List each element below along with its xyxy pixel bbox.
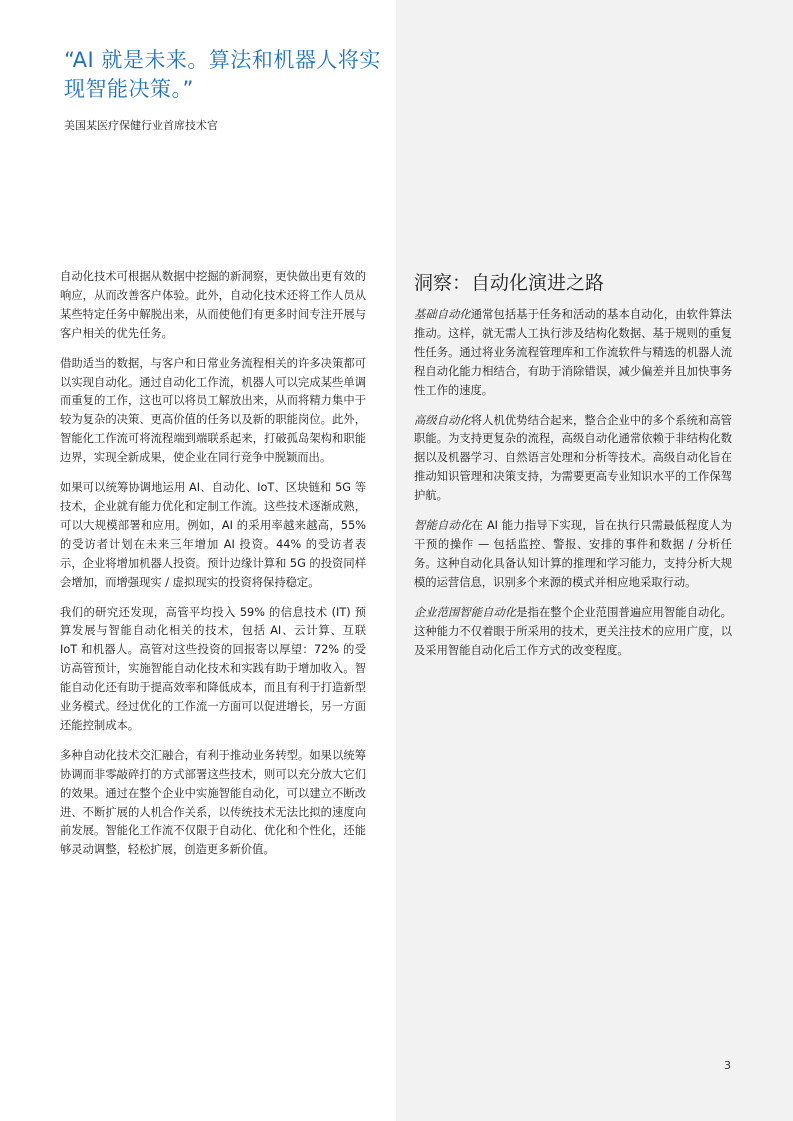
insight-text: 是指在整个企业范围普遍应用智能自动化。这种能力不仅着眼于所采用的技术，更关注技术的应用广度，以及采用智能自动化后工作方式的改变程度。 <box>414 605 732 657</box>
insight-term: 企业范围智能自动化 <box>414 605 517 619</box>
body-paragraph: 多种自动化技术交汇融合，有利于推动业务转型。如果以统筹协调而非零敲碎打的方式部署这些技术，则可以充分放大它们的效果。通过在整个企业中实施智能自动化，可以建立不断改进、不断扩展的人机合作关系，以传统技术无法比拟的速度向前发展。智能化工作流不仅限于自动化、优化和个性化，还能够灵动调整，轻松扩展，创造更多新价值。 <box>60 748 366 857</box>
insight-term: 智能自动化 <box>414 519 472 533</box>
page-number: 3 <box>724 1059 731 1072</box>
right-column <box>414 268 732 671</box>
insight-text: 通常包括基于任务和活动的基本自动化，由软件算法推动。这样，就无需人工执行涉及结构化数据、基于规则的重复性任务。通过将业务流程管理库和工作流软件与精选的机器人流程自动化能力相结合，有助于消除错误，减少偏差并且加快事务性工作的速度。 <box>414 308 732 397</box>
left-column <box>60 268 366 871</box>
insight-term: 高级自动化 <box>414 413 471 427</box>
insight-term: 基础自动化 <box>414 308 471 321</box>
insight-item <box>414 604 732 661</box>
insight-item <box>414 306 732 401</box>
body-paragraph: 我们的研究还发现，高管平均投入 59% 的信息技术 (IT) 预算发展与智能自动化相关的技术，包括 AI、云计算、互联 IoT 和机器人。高管对这些投资的回报寄以厚望：72% 的受访高管预计，实施智能自动化技术和实践有助于增加收入。智能自动化还有助于提高效率和降低成本，而且有利于打造新型业务模式。经过优化的工作流一方面可以促进增长，另一方面还能控制成本。 <box>60 605 366 732</box>
insight-item <box>414 517 732 593</box>
body-paragraph: 自动化技术可根据从数据中挖掘的新洞察，更快做出更有效的响应，从而改善客户体验。此外，自动化技术还将工作人员从某些特定任务中解脱出来，从而使他们有更多时间专注开展与客户相关的优先任务。 <box>60 270 366 340</box>
body-paragraph: 如果可以统筹协调地运用 AI、自动化、IoT、区块链和 5G 等技术，企业就有能力优化和定制工作流。这些技术逐渐成熟，可以大规模部署和应用。例如，AI 的采用率越来越高，55% 的受访者计划在未来三年增加 AI 投资。44% 的受访者表示，企业将增加机器人投资。预计边缘计算和 5G 的投资同样会增加，而增强现实 / 虚拟现实的投资将保持稳定。 <box>60 481 366 589</box>
insight-item <box>414 412 732 507</box>
quote-attribution: 美国某医疗保健行业首席技术官 <box>64 119 218 132</box>
insight-text: 在 AI 能力指导下实现，旨在执行只需最低程度人为干预的操作 — 包括监控、警报、安排的事件和数据 / 分析任务。这种自动化具备认知计算的推理和学习能力，支持分析大规模的运营信息，识别多个来源的模式并相应地采取行动。 <box>414 519 732 589</box>
body-paragraph: 借助适当的数据，与客户和日常业务流程相关的许多决策都可以实现自动化。通过自动化工作流，机器人可以完成某些单调而重复的工作，这也可以将员工解放出来，从而将精力集中于较为复杂的决策、更高价值的任务以及新的职能岗位。此外，智能化工作流可将流程端到端联系起来，打破孤岛架构和职能边界，实现全新成果，使企业在同行竞争中脱颖而出。 <box>60 356 366 465</box>
section-heading: 洞察：自动化演进之路 <box>414 272 605 294</box>
pull-quote: “AI 就是未来。算法和机器人将实现智能决策。” <box>64 48 381 101</box>
insight-text: 将人机优势结合起来，整合企业中的多个系统和高管职能。为支持更复杂的流程，高级自动化通常依赖于非结构化数据以及机器学习、自然语言处理和分析等技术。高级自动化旨在推动知识管理和决策支持，为需要更高专业知识水平的工作保驾护航。 <box>414 413 732 503</box>
